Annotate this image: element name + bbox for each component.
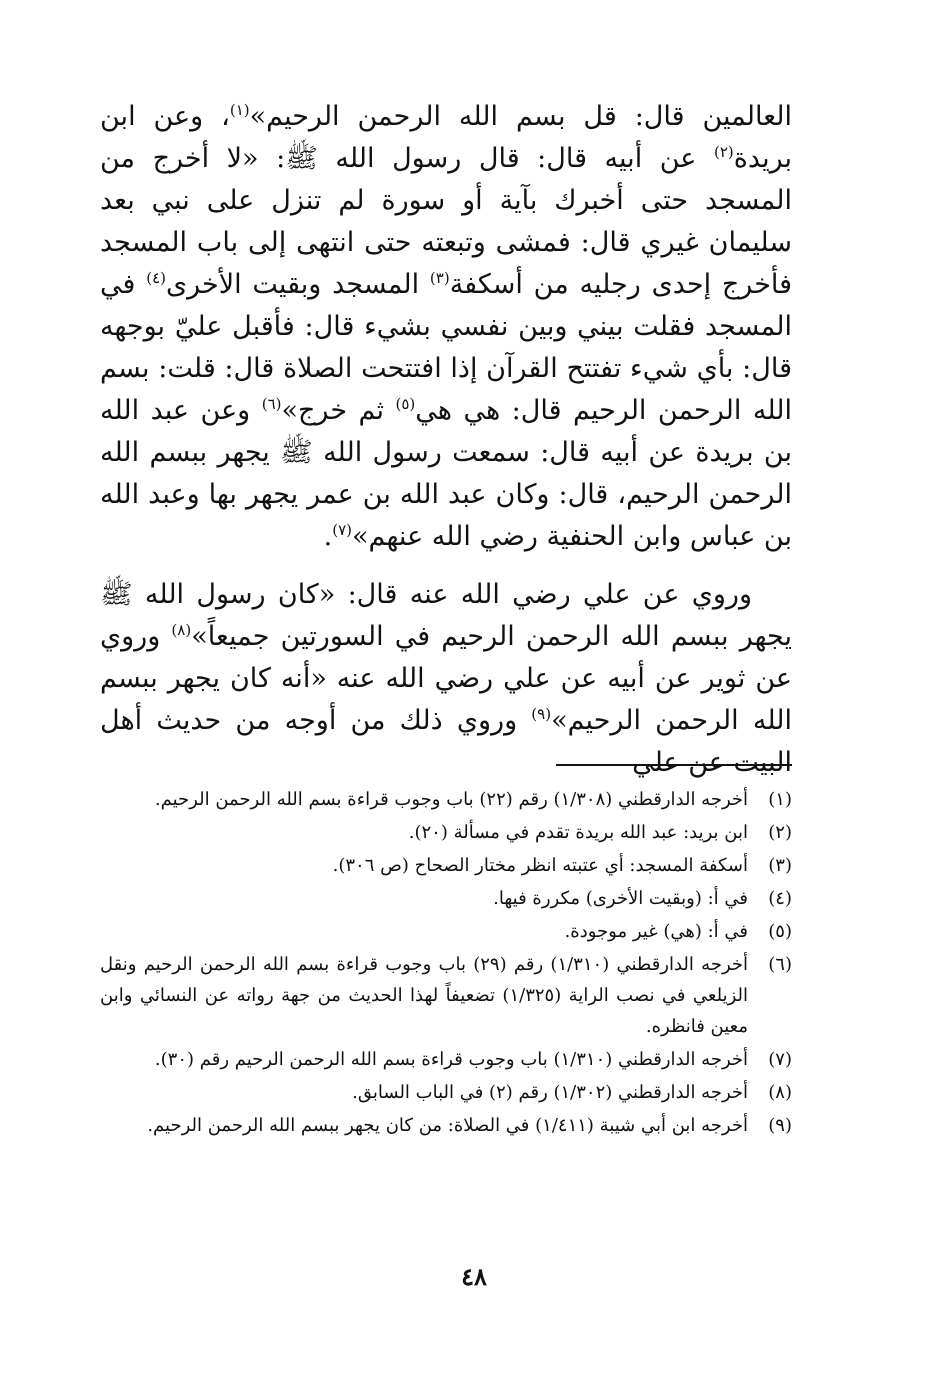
footnote-ref-7[interactable]: (٧)	[332, 521, 352, 539]
paragraph-2-segment: وروي عن علي رضي الله عنه قال: «كان رسول الله ﷺ يجهر ببسم الله الرحمن الرحيم في السورتين جميعاً»	[100, 579, 792, 652]
footnote-ref-1[interactable]: (١)	[229, 101, 250, 119]
paragraph-1-segment: عن أبيه قال: قال رسول الله ﷺ: «لا أخرج من المسجد حتى أخبرك بآية أو سورة لم تنزل على نبي بعد سليمان غيري قال: فمشى وتبعته حتى انتهى إلى باب المسجد فأخرج إحدى رجليه من أسكفة	[100, 143, 793, 300]
paragraph-1-segment: وعن عبد الله بن بريدة عن أبيه قال: سمعت رسول الله ﷺ يجهر ببسم الله الرحمن الرحيم، قال: وكان عبد الله بن عمر يجهر بها وعبد الله بن عباس وابن الحنفية رضي الله عنهم»	[100, 395, 792, 552]
footnote-item	[100, 883, 792, 914]
footnote-text: ابن بريد: عبد الله بريدة تقدم في مسألة (٢٠).	[408, 822, 748, 843]
footnote-number: (٨)	[768, 1082, 792, 1103]
footnote-ref-2[interactable]: (٢)	[713, 143, 734, 161]
footnote-number: (٦)	[768, 954, 792, 975]
paragraph-1-segment: ، وعن ابن بريدة	[100, 101, 792, 174]
main-text	[100, 96, 792, 784]
paragraph-1-segment: .	[323, 521, 333, 552]
footnote-item	[100, 916, 792, 947]
footnote-text: أخرجه الدارقطني (١/٣٠٢) رقم (٢) في الباب السابق.	[352, 1082, 748, 1103]
footnotes-list	[100, 784, 792, 1143]
footnote-item	[100, 1077, 792, 1108]
footnote-number: (٧)	[768, 1049, 792, 1070]
paragraph-2-segment: وروي ذلك من أوجه من حديث أهل البيت عن علي	[100, 705, 792, 778]
paragraph-2	[100, 574, 792, 784]
footnote-number: (٣)	[768, 855, 792, 876]
footnote-text: أخرجه الدارقطني (١/٣٠٨) رقم (٢٢) باب وجوب قراءة بسم الله الرحمن الرحيم.	[154, 789, 748, 810]
footnote-text: أخرجه الدارقطني (١/٣١٠) باب وجوب قراءة بسم الله الرحمن الرحيم رقم (٣٠).	[154, 1049, 748, 1070]
footnote-number: (١)	[768, 789, 792, 810]
footnote-text: في أ: (وبقيت الأخرى) مكررة فيها.	[493, 888, 748, 909]
footnote-ref-9[interactable]: (٩)	[531, 705, 552, 723]
footnote-number: (٥)	[768, 921, 792, 942]
main-text-block	[100, 96, 792, 784]
footnote-item	[100, 850, 792, 881]
paragraph-1-segment: العالمين قال: قل بسم الله الرحمن الرحيم»	[249, 101, 792, 132]
footnote-item	[100, 817, 792, 848]
footnote-separator	[556, 764, 792, 766]
footnote-text: أسكفة المسجد: أي عتبته انظر مختار الصحاح (ص ٣٠٦).	[332, 855, 748, 876]
footnote-item	[100, 1110, 792, 1141]
footnote-number: (٢)	[768, 822, 792, 843]
footnote-item	[100, 784, 792, 815]
footnote-text: أخرجه ابن أبي شيبة (١/٤١١) في الصلاة: من كان يجهر ببسم الله الرحمن الرحيم.	[147, 1115, 748, 1136]
footnote-ref-8[interactable]: (٨)	[171, 621, 192, 639]
page-number: ٤٨	[461, 1262, 487, 1291]
footnote-ref-5[interactable]: (٥)	[395, 395, 416, 413]
paragraph-1-segment: ثم خرج»	[281, 395, 396, 426]
footnote-text: في أ: (هي) غير موجودة.	[564, 921, 748, 942]
paragraph-2-segment: وروي عن ثوير عن أبيه عن علي رضي الله عنه «أنه كان يجهر ببسم الله الرحمن الرحيم»	[100, 621, 792, 736]
footnote-text: أخرجه الدارقطني (١/٣١٠) رقم (٢٩) باب وجوب قراءة بسم الله الرحمن الرحيم ونقل الزيلعي في نصب الراية (١/٣٢٥) تضعيفاً لهذا الحديث من جهة رواته عن النسائي وابن معين فانظره.	[100, 954, 749, 1037]
footnote-ref-6[interactable]: (٦)	[261, 395, 282, 413]
footnote-ref-4[interactable]: (٤)	[146, 269, 166, 287]
footnote-item	[100, 949, 792, 1042]
footnote-number: (٤)	[768, 888, 792, 909]
footnote-ref-3[interactable]: (٣)	[429, 269, 450, 287]
paragraph-1-segment: في المسجد فقلت بيني وبين نفسي بشيء قال: فأقبل عليّ بوجهه قال: بأي شيء تفتتح القرآن إذا افتتحت الصلاة قال: قلت: بسم الله الرحمن الرحيم قال: هي هي	[100, 269, 792, 426]
paragraph-1	[100, 96, 792, 558]
footnote-number: (٩)	[768, 1115, 792, 1136]
footnote-item	[100, 1044, 792, 1075]
paragraph-1-segment: المسجد وبقيت الأخرى	[166, 269, 430, 300]
